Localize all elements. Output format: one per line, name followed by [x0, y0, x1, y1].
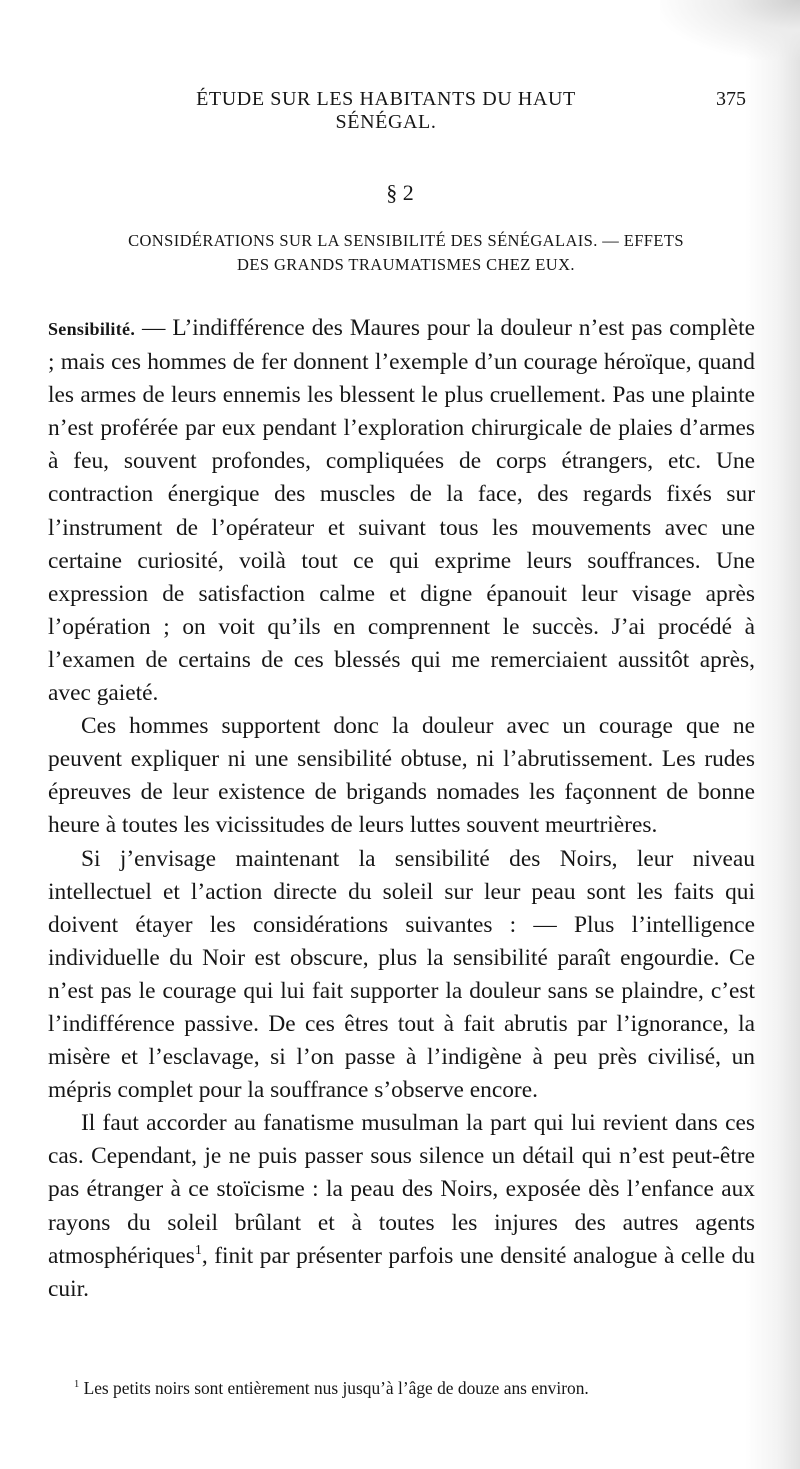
page-number: 375: [716, 88, 746, 110]
page-corner-shadow: [660, 0, 800, 60]
paragraph-1-text: — L’indifférence des Maures pour la douleur n’est pas complète ; mais ces hommes de fer donnent l’exemple d’un courage héroïque, quand les armes de leurs ennemis les blessent le plus cruellement. Pas une plainte n’est proférée par eux pendant l’exploration chirurgicale de plaies d’armes à feu, souvent profondes, compliquées de corps étrangers, etc. Une contraction énergique des muscles de la face, des regards fixés sur l’instrument de l’opérateur et suivant tous les mouvements avec une certaine curiosité, voilà tout ce qui exprime leurs souffrances. Une expression de satisfaction calme et digne épanouit leur visage après l’opération ; on voit qu’ils en comprennent le succès. J’ai procédé à l’examen de certains de ces blessés qui me remerciaient aussitôt après, avec gaieté.: [48, 315, 755, 707]
footnote-mark: 1: [74, 1379, 80, 1391]
footnote: [74, 1377, 754, 1399]
paragraph-1: [48, 312, 755, 710]
paragraph-3: Si j’envisage maintenant la sensibilité des Noirs, leur niveau intellectuel et l’action directe du soleil sur leur peau sont les faits qui doivent étayer les considérations suivantes : — Plus l’intelligence individuelle du Noir est obscure, plus la sensibilité paraît engourdie. Ce n’est pas le courage qui lui fait supporter la douleur sans se plaindre, c’est l’indifférence passive. De ces êtres tout à fait abrutis par l’ignorance, la misère et l’esclavage, si l’on passe à l’indigène à peu près civilisé, un mépris complet pour la souffrance s’observe encore.: [48, 845, 755, 1104]
paragraph-4-text: Il faut accorder au fanatisme musulman la part qui lui revient dans ces cas. Cependant, je ne puis passer sous silence un détail qui n’est peut-être pas étranger à ce stoïcisme : la peau des Noirs, exposée dès l’enfance aux rayons du soleil brûlant et à toutes les injures des autres agents atmosphériques: [48, 1110, 755, 1269]
paragraph-4-text-end: , finit par présenter parfois une densité analogue à celle du cuir.: [48, 1242, 755, 1302]
section-heading: [48, 229, 764, 277]
footnote-text: Les petits noirs sont entièrement nus jusqu’à l’âge de douze ans environ.: [83, 1378, 589, 1398]
running-head: ÉTUDE SUR LES HABITANTS DU HAUT SÉNÉGAL.: [196, 88, 576, 133]
body-text: [48, 312, 755, 1306]
paragraph-lead-title: Sensibilité.: [48, 319, 136, 339]
section-number: § 2: [386, 180, 414, 205]
section-heading-line-2: DES GRANDS TRAUMATISMES CHEZ EUX.: [237, 255, 575, 274]
section-heading-line-1: CONSIDÉRATIONS SUR LA SENSIBILITÉ DES SÉNÉGALAIS. — EFFETS: [128, 231, 684, 250]
paragraph-2: Ces hommes supportent donc la douleur avec un courage que ne peuvent expliquer ni une sensibilité obtuse, ni l’abrutissement. Les rudes épreuves de leur existence de brigands nomades les façonnent de bonne heure à toutes les vicissitudes de leurs luttes souvent meurtrières.: [48, 713, 755, 839]
footnote-reference: 1: [194, 1241, 202, 1258]
paragraph-4: [48, 1107, 755, 1306]
